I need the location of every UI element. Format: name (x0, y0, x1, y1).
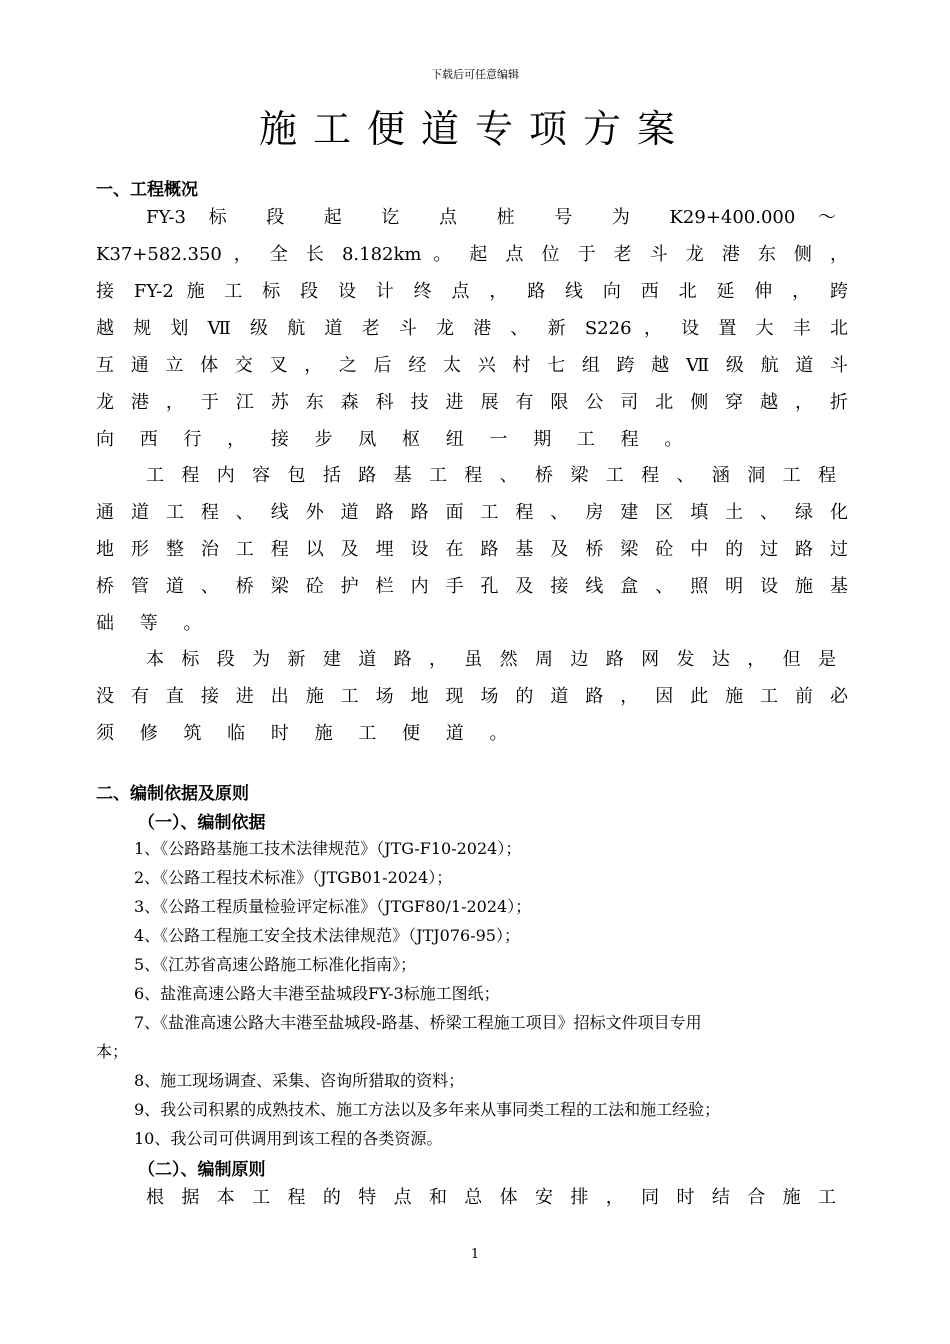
basis-list (96, 838, 856, 1158)
list-item: 6、盐淮高速公路大丰港至盐城段FY-3标施工图纸； (134, 984, 500, 1003)
page-number: 1 (470, 1247, 480, 1262)
list-item: 8、施工现场调查、采集、咨询所猎取的资料； (134, 1071, 465, 1090)
paragraph-line: 地 形 整 治 工 程 以 及 埋 设 在 路 基 及 桥 梁 砼 中 的 过 路 过 (96, 539, 848, 560)
subsection-heading-principles: （二）、编制原则 (138, 1160, 266, 1180)
list-item: 9、我公司积累的成熟技术、施工方法以及多年来从事同类工程的工法和施工经验； (134, 1100, 721, 1119)
paragraph-line: 越 规 划 Ⅶ 级 航 道 老 斗 龙 港 、 新 S226 ， 设 置 大 丰 北 (96, 318, 848, 339)
paragraph-line: 根 据 本 工 程 的 特 点 和 总 体 安 排 ， 同 时 结 合 施 工 (146, 1187, 836, 1208)
list-item: 10、我公司可供调用到该工程的各类资源。 (134, 1129, 443, 1148)
list-item: 1、《公路路基施工技术法律规范》（JTG-F10-2024）； (134, 839, 522, 858)
list-item: 4、《公路工程施工安全技术法律规范》（JTJ076-95）； (134, 926, 520, 945)
paragraph-line: 龙 港 ， 于 江 苏 东 森 科 技 进 展 有 限 公 司 北 侧 穿 越 ， 折 (96, 392, 848, 413)
paragraph-line: K37+582.350 ， 全 长 8.182km 。 起 点 位 于 老 斗 龙 港 东 侧 ， (96, 244, 848, 265)
document-title: 施工便道专项方案 (258, 107, 691, 151)
paragraph-line: 本 标 段 为 新 建 道 路 ， 虽 然 周 边 路 网 发 达 ， 但 是 (146, 649, 836, 670)
list-item: 2、《公路工程技术标准》（JTGB01-2024）； (134, 868, 453, 887)
list-item: 7、《盐淮高速公路大丰港至盐城段-路基、桥梁工程施工项目》招标文件项目专用 (134, 1013, 702, 1032)
list-item: 3、《公路工程质量检验评定标准》（JTGF80/1-2024）； (134, 897, 532, 916)
list-item: 5、《江苏省高速公路施工标准化指南》； (134, 955, 417, 974)
paragraph-line: FY-3 标 段 起 讫 点 桩 号 为 K29+400.000 ～ (146, 207, 836, 228)
section-heading-overview: 一、工程概况 (96, 180, 198, 200)
paragraph-line: 互 通 立 体 交 叉 ， 之 后 经 太 兴 村 七 组 跨 越 Ⅶ 级 航 道 斗 (96, 355, 848, 376)
paragraph-line: 桥 管 道 、 桥 梁 砼 护 栏 内 手 孔 及 接 线 盒 、 照 明 设 施 基 (96, 576, 848, 597)
list-item-continuation: 本； (96, 1042, 129, 1061)
paragraph-line: 通 道 工 程 、 线 外 道 路 路 面 工 程 、 房 建 区 填 土 、 绿 化 (96, 502, 848, 523)
paragraph-line: 没 有 直 接 进 出 施 工 场 地 现 场 的 道 路 ， 因 此 施 工 前 必 (96, 686, 848, 707)
paragraph-line: 向 西 行 ， 接 步 凤 枢 纽 一 期 工 程 。 (96, 429, 693, 450)
paragraph-line: 础 等 。 (96, 613, 212, 634)
paragraph-line: 接 FY-2 施 工 标 段 设 计 终 点 ， 路 线 向 西 北 延 伸 ， 跨 (96, 281, 848, 302)
header-note: 下载后可任意编辑 (431, 68, 519, 81)
subsection-heading-basis: （一）、编制依据 (138, 813, 266, 833)
paragraph-line: 须 修 筑 临 时 施 工 便 道 。 (96, 723, 518, 744)
section-heading-basis: 二、编制依据及原则 (96, 784, 249, 804)
paragraph-line: 工 程 内 容 包 括 路 基 工 程 、 桥 梁 工 程 、 涵 洞 工 程 (146, 465, 836, 486)
